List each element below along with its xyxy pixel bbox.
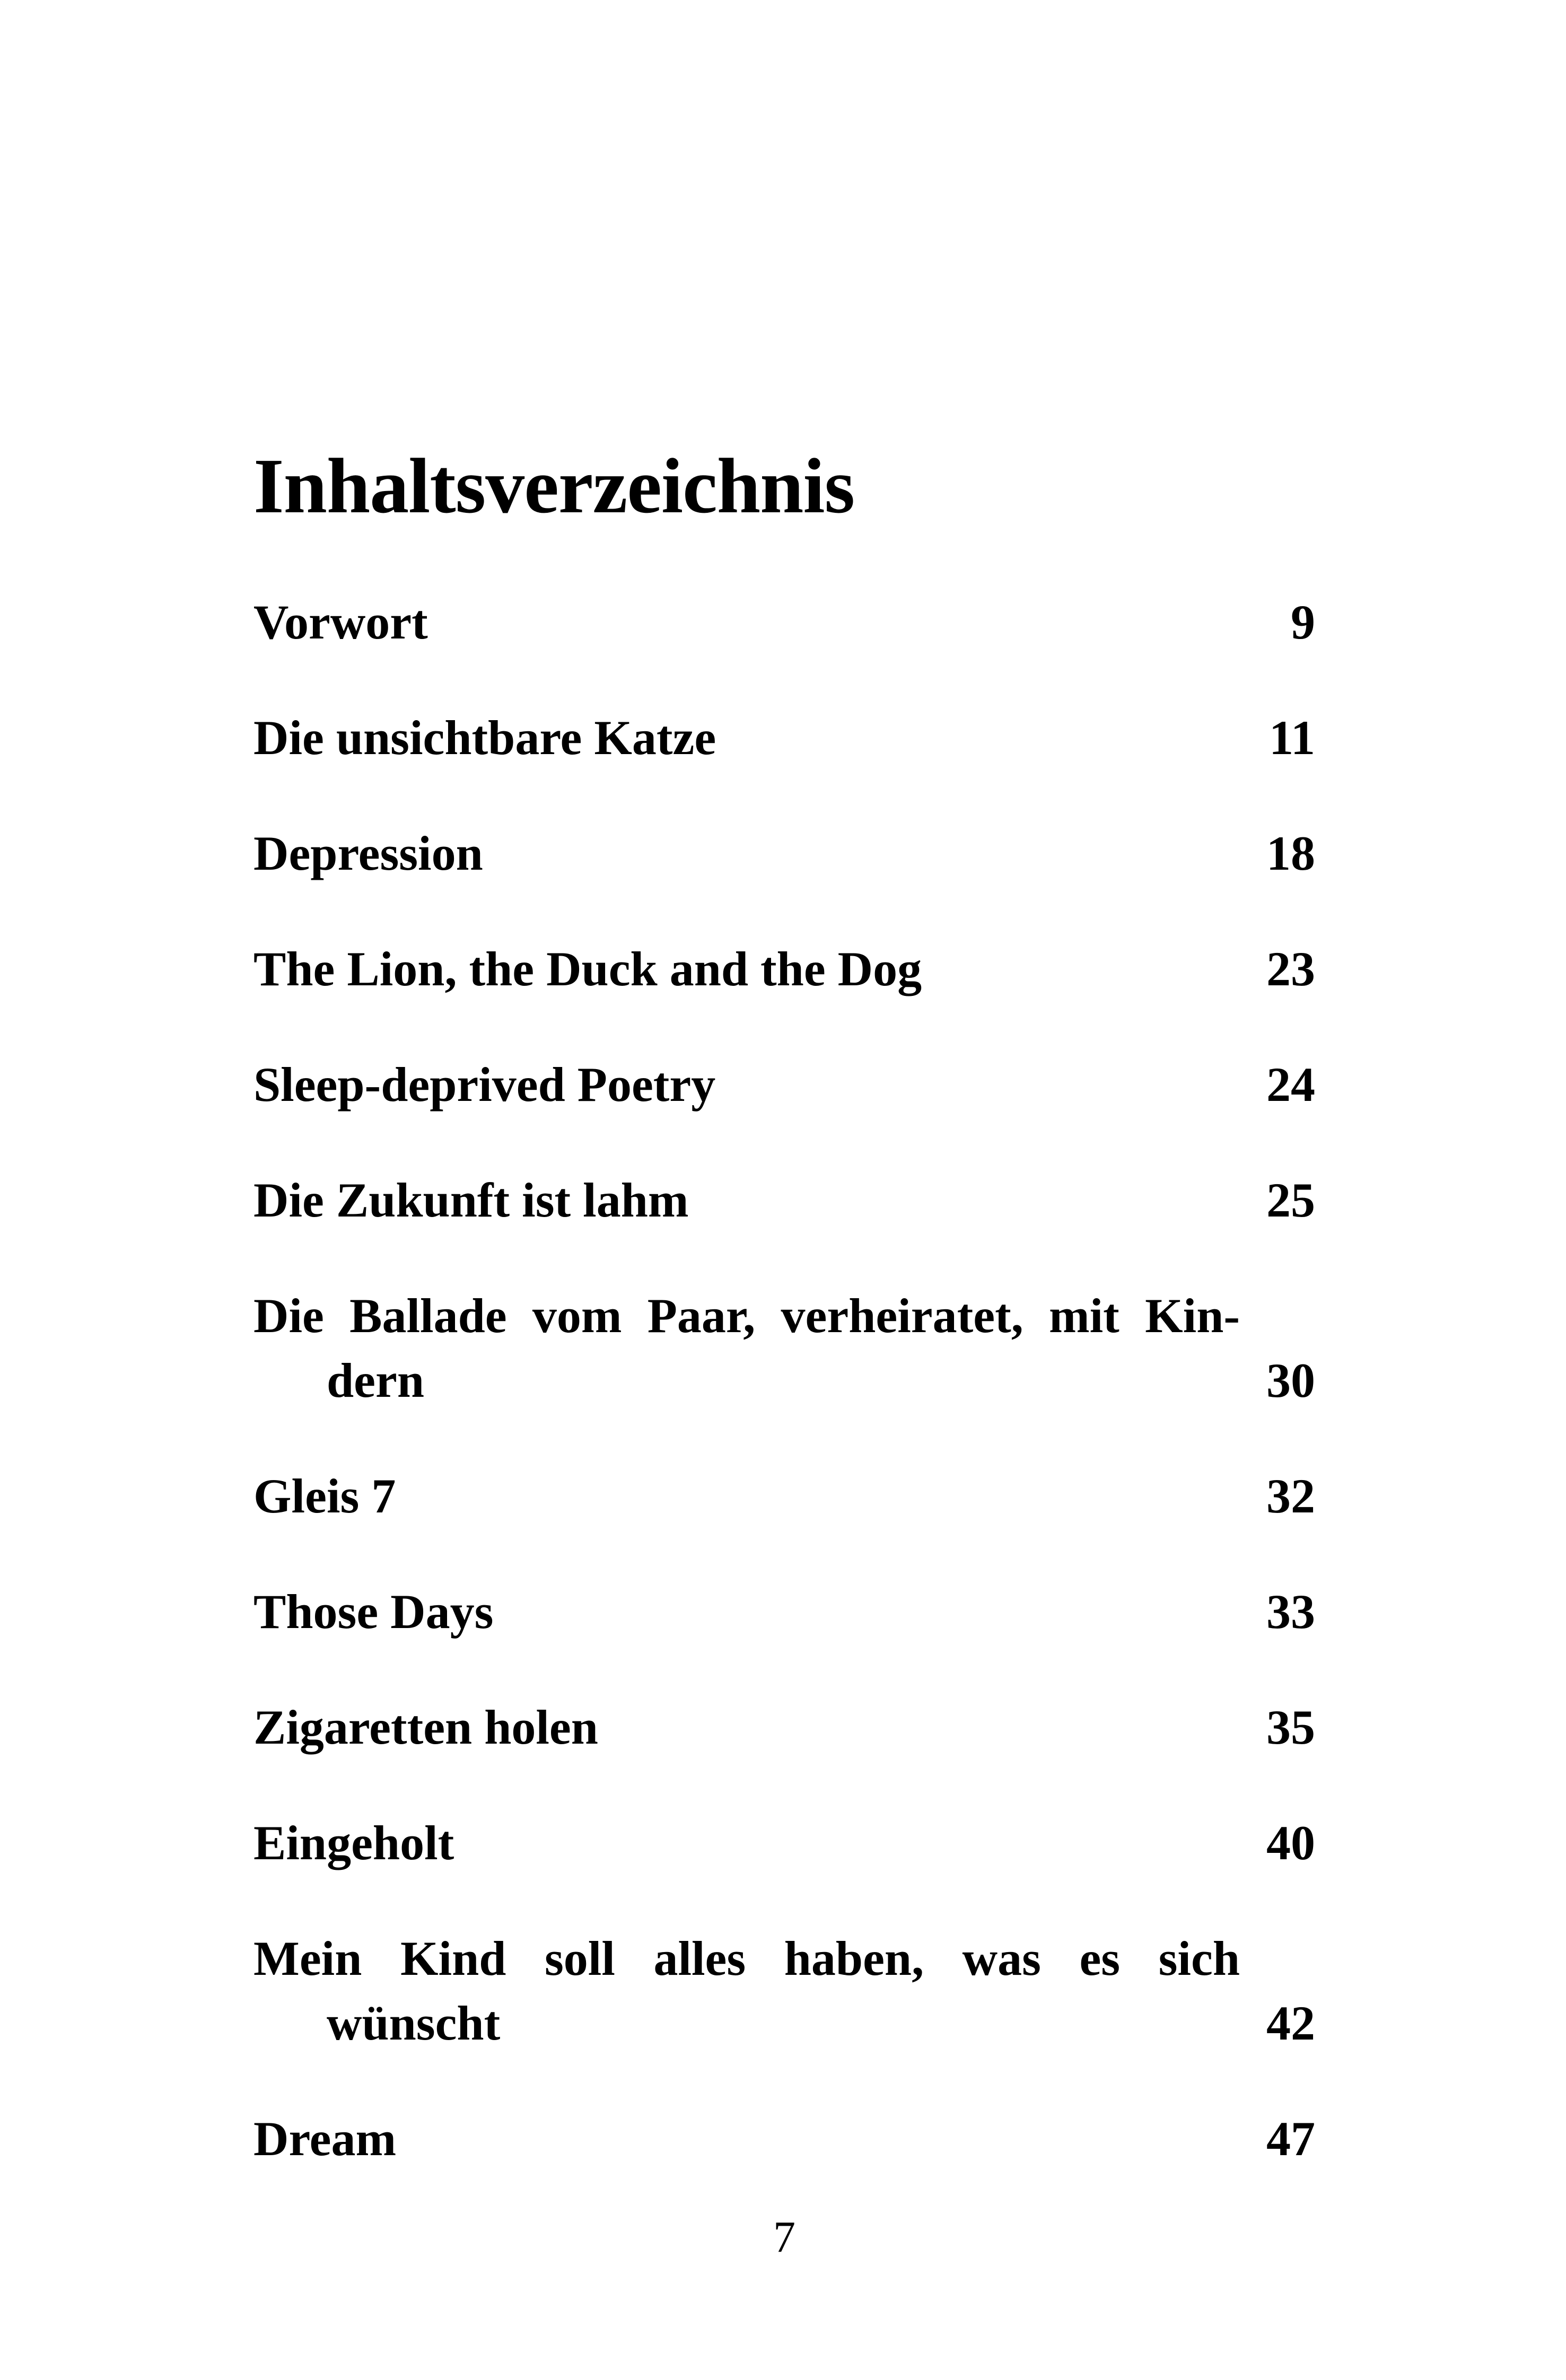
toc-entry-those-days [253,1579,1315,1644]
toc-entry-die-zukunft-ist-lahm [253,1168,1315,1232]
toc-entry-line1: Die Ballade vom Paar, verheiratet, mit Kin- [253,1289,1240,1343]
toc-entry-gleis-7 [253,1464,1315,1528]
toc-entry-page: 42 [1266,1996,1315,2050]
toc-entry-label: The Lion, the Duck and the Dog [253,942,922,996]
toc-entry-mein-kind-soll-alles-haben [253,1926,1315,2055]
toc-entry-page: 32 [1266,1469,1315,1523]
toc-entry-page: 9 [1291,595,1315,649]
toc-entry-die-ballade-vom-paar [253,1283,1315,1413]
toc-entry-page: 33 [1266,1585,1315,1639]
page-number: 7 [773,2212,795,2262]
toc-entry-dream [253,2106,1315,2171]
toc-entry-eingeholt [253,1810,1315,1875]
toc-entry-page: 25 [1266,1173,1315,1227]
toc-entry-label: Eingeholt [253,1816,454,1870]
toc-entry-the-lion-the-duck-and-the-dog [253,937,1315,1001]
toc-entry-sleep-deprived-poetry [253,1052,1315,1117]
toc-entry-line2: wünscht [327,1996,501,2050]
toc-entry-label: Die unsichtbare Katze [253,711,716,765]
toc-entry-page: 35 [1266,1700,1315,1754]
toc-entry-page: 40 [1266,1816,1315,1870]
toc-entry-label: Gleis 7 [253,1469,396,1523]
toc-entry-line1: Mein Kind soll alles haben, was es sich [253,1931,1240,1985]
toc-entry-page: 47 [1266,2112,1315,2166]
page-title: Inhaltsverzeichnis [253,443,855,530]
toc-entry-page: 11 [1269,711,1315,765]
toc-entry-label: Die Zukunft ist lahm [253,1173,689,1227]
toc-entry-depression [253,821,1315,886]
toc-entry-page: 30 [1266,1353,1315,1407]
toc-entry-label: Those Days [253,1585,494,1639]
toc-entry-page: 18 [1266,826,1315,880]
toc-entry-die-unsichtbare-katze [253,705,1315,770]
toc-entry-page: 23 [1266,942,1315,996]
toc-entry-zigaretten-holen [253,1695,1315,1760]
toc-entry-label: Sleep-deprived Poetry [253,1057,716,1112]
toc-entry-vorwort [253,590,1315,654]
toc-entry-label: Zigaretten holen [253,1700,598,1754]
toc-entry-label: Vorwort [253,595,428,649]
toc-entry-label: Depression [253,826,483,880]
toc-entry-line2: dern [327,1353,424,1407]
toc-entry-page: 24 [1266,1057,1315,1112]
toc-entry-label: Dream [253,2112,397,2166]
